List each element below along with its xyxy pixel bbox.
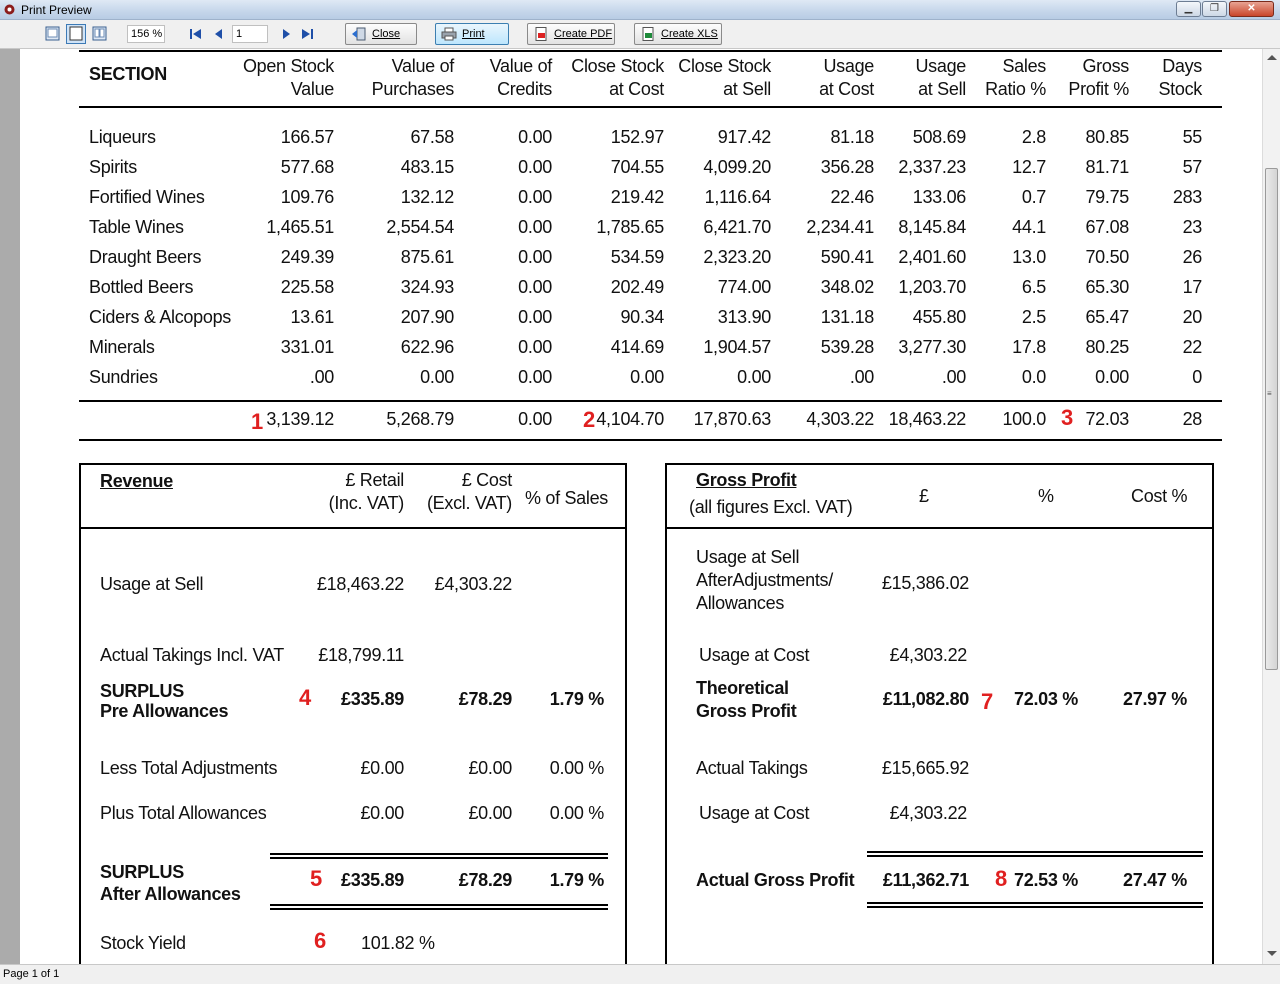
cell-usage-cost: .00 — [849, 367, 874, 387]
surplus-after-retail: £335.89 — [341, 870, 404, 890]
cell-gross-profit: 65.47 — [1085, 307, 1129, 327]
cell-sales-ratio: 17.8 — [1012, 337, 1046, 357]
surplus-pre-pct: 1.79 % — [549, 689, 604, 709]
gp-theoretical-cost-pct: 27.97 % — [1123, 689, 1187, 709]
cell-credits: 0.00 — [518, 307, 552, 327]
surplus-after-rule-bot1 — [270, 904, 608, 906]
total-purchases: 5,268.79 — [386, 409, 454, 429]
header-usage-sell-line1: Usage — [915, 56, 966, 76]
pdf-icon — [533, 27, 549, 41]
cell-open-stock: 249.39 — [280, 247, 334, 267]
cell-close-cost: 152.97 — [610, 127, 664, 147]
header-purchases-line2: Purchases — [371, 79, 454, 99]
minimize-button[interactable] — [1176, 1, 1201, 17]
cell-open-stock: 13.61 — [290, 307, 334, 327]
cell-purchases: 875.61 — [400, 247, 454, 267]
cell-credits: 0.00 — [518, 277, 552, 297]
first-page-icon[interactable] — [187, 26, 204, 42]
rev-usage-sell-label: Usage at Sell — [100, 574, 204, 594]
cell-gross-profit: 81.71 — [1085, 157, 1129, 177]
rev-takings-retail: £18,799.11 — [318, 645, 404, 665]
cell-usage-sell: 2,337.23 — [898, 157, 966, 177]
gp-theoretical-value: £11,082.80 — [882, 689, 969, 709]
title-bar — [0, 0, 1280, 20]
cell-gross-profit: 67.08 — [1085, 217, 1129, 237]
header-close-sell-line2: at Sell — [723, 79, 771, 99]
gp-theoretical-label1: Theoretical — [696, 678, 789, 698]
row-label: Spirits — [89, 157, 137, 177]
cell-sales-ratio: 0.0 — [1021, 367, 1046, 387]
cell-usage-sell: 8,145.84 — [898, 217, 966, 237]
marker-8: 8 — [995, 866, 1008, 891]
row-label: Ciders & Alcopops — [89, 307, 231, 327]
previous-page-icon[interactable] — [210, 26, 227, 42]
totals-bottom-rule — [79, 439, 1222, 441]
vertical-scrollbar[interactable] — [1262, 49, 1280, 964]
total-gross-profit: 72.03 — [1085, 409, 1129, 429]
marker-4: 4 — [299, 685, 312, 710]
header-credits-line2: Credits — [497, 79, 552, 99]
gp-title: Gross Profit — [696, 470, 797, 490]
total-open-stock: 3,139.12 — [266, 409, 334, 429]
restore-button[interactable] — [1202, 1, 1227, 17]
gp-header-rule — [665, 527, 1214, 529]
header-gross-profit-line2: Profit % — [1068, 79, 1129, 99]
header-purchases-line1: Value of — [391, 56, 454, 76]
stock-yield-value: 101.82 % — [361, 933, 435, 953]
gp-cost-pct-col: Cost % — [1131, 486, 1188, 506]
close-icon: ✕ — [1247, 3, 1256, 14]
page-number-input[interactable]: 1 — [232, 25, 268, 43]
create-xls-button-label: Create XLS — [661, 28, 718, 40]
cell-usage-sell: .00 — [941, 367, 966, 387]
cell-purchases: 207.90 — [400, 307, 454, 327]
cell-purchases: 324.93 — [400, 277, 454, 297]
cell-usage-cost: 590.41 — [820, 247, 874, 267]
gp-usage-sell-label3: Allowances — [696, 593, 785, 613]
exit-door-icon — [351, 27, 367, 41]
surplus-pre-label1: SURPLUS — [100, 681, 184, 701]
cell-usage-sell: 1,203.70 — [898, 277, 966, 297]
header-credits-line1: Value of — [489, 56, 552, 76]
cell-open-stock: 166.57 — [280, 127, 334, 147]
cell-close-sell: 774.00 — [717, 277, 771, 297]
total-sales-ratio: 100.0 — [1002, 409, 1046, 429]
cell-open-stock: 577.68 — [280, 157, 334, 177]
scroll-thumb[interactable] — [1265, 168, 1278, 670]
less-adj-cost: £0.00 — [468, 758, 512, 778]
restore-icon: ❐ — [1210, 3, 1219, 14]
row-label: Draught Beers — [89, 247, 202, 267]
row-label: Liqueurs — [89, 127, 156, 147]
cell-usage-cost: 348.02 — [820, 277, 874, 297]
revenue-header-rule — [79, 527, 627, 529]
actual-gp-rule-bot2 — [867, 906, 1203, 908]
header-sales-ratio-line1: Sales — [1002, 56, 1046, 76]
row-label: Bottled Beers — [89, 277, 194, 297]
marker-1: 1 — [251, 409, 264, 434]
total-usage-cost: 4,303.22 — [806, 409, 874, 429]
cell-usage-sell: 3,277.30 — [898, 337, 966, 357]
actual-gp-rule-bot1 — [867, 902, 1203, 904]
marker-2: 2 — [583, 407, 596, 432]
close-button[interactable] — [345, 23, 417, 45]
surplus-pre-label2: Pre Allowances — [100, 701, 229, 721]
row-label: Table Wines — [89, 217, 184, 237]
cost-col-line2: (Excl. VAT) — [426, 493, 512, 513]
surplus-pre-retail: £335.89 — [341, 689, 404, 709]
revenue-title: Revenue — [100, 471, 173, 491]
cell-close-cost: 1,785.65 — [596, 217, 664, 237]
cell-sales-ratio: 44.1 — [1012, 217, 1046, 237]
cell-close-sell: 917.42 — [717, 127, 771, 147]
cost-col-line1: £ Cost — [461, 470, 512, 490]
create-pdf-button-label: Create PDF — [554, 28, 613, 40]
gp-subtitle: (all figures Excl. VAT) — [689, 497, 853, 517]
create-xls-button[interactable] — [634, 23, 722, 45]
marker-6: 6 — [314, 928, 327, 953]
cell-credits: 0.00 — [518, 217, 552, 237]
marker-3: 3 — [1061, 405, 1074, 430]
retail-col-line1: £ Retail — [345, 470, 404, 490]
cell-usage-cost: 2,234.41 — [806, 217, 874, 237]
total-days-stock: 28 — [1182, 409, 1202, 429]
cell-sales-ratio: 13.0 — [1012, 247, 1046, 267]
pct-sales-col: % of Sales — [524, 488, 608, 508]
cell-gross-profit: 80.85 — [1085, 127, 1129, 147]
cell-credits: 0.00 — [518, 157, 552, 177]
cell-close-cost: 202.49 — [610, 277, 664, 297]
cell-sales-ratio: 2.5 — [1021, 307, 1046, 327]
gp-theoretical-label2: Gross Profit — [696, 701, 797, 721]
scroll-down-icon[interactable] — [1267, 951, 1277, 956]
cell-credits: 0.00 — [518, 337, 552, 357]
cell-close-sell: 1,904.57 — [703, 337, 771, 357]
cell-close-sell: 0.00 — [737, 367, 771, 387]
cell-days-stock: 283 — [1172, 187, 1202, 207]
minimize-icon: ▁ — [1184, 3, 1193, 14]
cell-open-stock: 331.01 — [280, 337, 334, 357]
cell-close-cost: 90.34 — [620, 307, 664, 327]
printer-icon — [441, 27, 457, 41]
total-credits: 0.00 — [518, 409, 552, 429]
cell-purchases: 67.58 — [410, 127, 454, 147]
header-close-sell-line1: Close Stock — [678, 56, 771, 76]
cell-gross-profit: 80.25 — [1085, 337, 1129, 357]
cell-open-stock: 225.58 — [280, 277, 334, 297]
total-usage-sell: 18,463.22 — [888, 409, 966, 429]
cell-usage-cost: 356.28 — [820, 157, 874, 177]
cell-open-stock: .00 — [309, 367, 334, 387]
gp-usage-cost2-label: Usage at Cost — [699, 803, 810, 823]
gp-usage-sell-value: £15,386.02 — [881, 573, 969, 593]
cell-close-cost: 534.59 — [610, 247, 664, 267]
header-close-cost-line2: at Cost — [609, 79, 664, 99]
scroll-up-icon[interactable] — [1267, 55, 1277, 60]
marker-5: 5 — [310, 866, 323, 891]
header-open-stock-line1: Open Stock — [242, 56, 334, 76]
stock-yield-label: Stock Yield — [100, 933, 186, 953]
rev-usage-sell-retail: £18,463.22 — [316, 574, 404, 594]
table-top-rule — [79, 50, 1222, 52]
cell-usage-sell: 455.80 — [912, 307, 966, 327]
cell-days-stock: 55 — [1182, 127, 1202, 147]
header-open-stock-line2: Value — [290, 79, 334, 99]
row-label: Fortified Wines — [89, 187, 205, 207]
header-rule — [79, 106, 1222, 108]
cell-days-stock: 26 — [1182, 247, 1202, 267]
cell-close-sell: 4,099.20 — [703, 157, 771, 177]
cell-close-sell: 6,421.70 — [703, 217, 771, 237]
cell-gross-profit: 0.00 — [1095, 367, 1129, 387]
gp-takings-value: £15,665.92 — [881, 758, 969, 778]
header-close-cost-line1: Close Stock — [571, 56, 664, 76]
cell-sales-ratio: 2.8 — [1021, 127, 1046, 147]
header-sales-ratio-line2: Ratio % — [985, 79, 1046, 99]
less-adj-label: Less Total Adjustments — [100, 758, 278, 778]
gp-gbp-col: £ — [919, 486, 929, 506]
surplus-after-rule-bot2 — [270, 908, 608, 910]
cell-credits: 0.00 — [518, 187, 552, 207]
retail-col-line2: (Inc. VAT) — [328, 493, 404, 513]
surplus-after-cost: £78.29 — [458, 870, 512, 890]
rev-takings-label: Actual Takings Incl. VAT — [100, 645, 284, 665]
cell-usage-sell: 133.06 — [912, 187, 966, 207]
cell-usage-sell: 508.69 — [912, 127, 966, 147]
print-button-label: Print — [462, 28, 485, 40]
plus-allow-pct: 0.00 % — [549, 803, 604, 823]
last-page-icon[interactable] — [299, 26, 316, 42]
toolbar — [0, 20, 1280, 49]
cell-credits: 0.00 — [518, 247, 552, 267]
gp-takings-label: Actual Takings — [696, 758, 808, 778]
surplus-after-label2: After Allowances — [100, 884, 241, 904]
page-status: Page 1 of 1 — [3, 968, 60, 980]
cell-purchases: 0.00 — [420, 367, 454, 387]
gp-usage-sell-label1: Usage at Sell — [696, 547, 800, 567]
header-days-stock-line2: Stock — [1158, 79, 1202, 99]
cell-close-cost: 219.42 — [610, 187, 664, 207]
header-gross-profit-line1: Gross — [1082, 56, 1129, 76]
actual-gp-rule-top2 — [867, 855, 1203, 857]
actual-gp-rule-top1 — [867, 851, 1203, 853]
gp-pct-col: % — [1038, 486, 1054, 506]
window-title: Print Preview — [21, 3, 92, 17]
total-close-sell: 17,870.63 — [693, 409, 771, 429]
gp-actual-value: £11,362.71 — [882, 870, 969, 890]
header-section-line1: SECTION — [89, 64, 167, 84]
cell-days-stock: 17 — [1182, 277, 1202, 297]
cell-close-sell: 2,323.20 — [703, 247, 771, 267]
row-label: Sundries — [89, 367, 158, 387]
gp-theoretical-pct: 72.03 % — [1014, 689, 1078, 709]
plus-allow-cost: £0.00 — [468, 803, 512, 823]
plus-allow-retail: £0.00 — [360, 803, 404, 823]
surplus-after-pct: 1.79 % — [549, 870, 604, 890]
cell-close-sell: 313.90 — [717, 307, 771, 327]
cell-days-stock: 22 — [1182, 337, 1202, 357]
create-pdf-button[interactable] — [527, 23, 615, 45]
cell-days-stock: 57 — [1182, 157, 1202, 177]
multi-page-view-icon[interactable] — [91, 26, 108, 42]
cell-gross-profit: 79.75 — [1085, 187, 1129, 207]
cell-purchases: 132.12 — [400, 187, 454, 207]
cell-close-cost: 414.69 — [610, 337, 664, 357]
header-usage-cost-line1: Usage — [823, 56, 874, 76]
cell-open-stock: 109.76 — [280, 187, 334, 207]
cell-usage-sell: 2,401.60 — [898, 247, 966, 267]
cell-usage-cost: 81.18 — [830, 127, 874, 147]
next-page-icon[interactable] — [278, 26, 295, 42]
totals-top-rule — [79, 400, 1222, 402]
status-bar — [0, 964, 1280, 984]
gp-actual-cost-pct: 27.47 % — [1123, 870, 1187, 890]
cell-open-stock: 1,465.51 — [266, 217, 334, 237]
cell-close-cost: 0.00 — [630, 367, 664, 387]
close-button-label: Close — [372, 28, 401, 40]
cell-credits: 0.00 — [518, 367, 552, 387]
cell-close-sell: 1,116.64 — [704, 187, 771, 207]
cell-usage-cost: 539.28 — [820, 337, 874, 357]
surplus-after-label1: SURPLUS — [100, 862, 184, 882]
gp-usage-cost2-value: £4,303.22 — [889, 803, 967, 823]
cell-purchases: 2,554.54 — [386, 217, 454, 237]
header-days-stock-line1: Days — [1162, 56, 1202, 76]
zoom-input[interactable]: 156 % — [127, 25, 165, 43]
row-label: Minerals — [89, 337, 155, 357]
cell-days-stock: 20 — [1182, 307, 1202, 327]
less-adj-retail: £0.00 — [360, 758, 404, 778]
cell-credits: 0.00 — [518, 127, 552, 147]
gp-actual-label: Actual Gross Profit — [696, 870, 855, 890]
rev-usage-sell-cost: £4,303.22 — [434, 574, 512, 594]
cell-close-cost: 704.55 — [610, 157, 664, 177]
cell-sales-ratio: 6.5 — [1021, 277, 1046, 297]
total-close-cost: 4,104.70 — [596, 409, 664, 429]
scroll-grip-icon: ≡ — [1267, 389, 1272, 398]
close-window-button[interactable] — [1229, 1, 1274, 17]
app-icon — [3, 3, 16, 16]
cell-days-stock: 0 — [1192, 367, 1202, 387]
marker-7: 7 — [981, 689, 994, 714]
gp-usage-cost1-label: Usage at Cost — [699, 645, 810, 665]
cell-usage-cost: 131.18 — [820, 307, 874, 327]
two-page-view-icon[interactable] — [66, 24, 86, 44]
surplus-after-rule-top1 — [270, 853, 608, 855]
report-page — [20, 49, 1262, 964]
header-usage-cost-line2: at Cost — [819, 79, 874, 99]
cell-sales-ratio: 0.7 — [1021, 187, 1046, 207]
cell-purchases: 483.15 — [400, 157, 454, 177]
gp-usage-sell-label2: AfterAdjustments/ — [696, 570, 833, 590]
less-adj-pct: 0.00 % — [549, 758, 604, 778]
gp-usage-cost1-value: £4,303.22 — [889, 645, 967, 665]
print-button[interactable] — [435, 23, 509, 45]
cell-sales-ratio: 12.7 — [1012, 157, 1046, 177]
cell-days-stock: 23 — [1182, 217, 1202, 237]
cell-purchases: 622.96 — [400, 337, 454, 357]
excel-icon — [640, 27, 656, 41]
gp-actual-pct: 72.53 % — [1014, 870, 1078, 890]
plus-allow-label: Plus Total Allowances — [100, 803, 267, 823]
header-usage-sell-line2: at Sell — [918, 79, 966, 99]
cell-gross-profit: 70.50 — [1085, 247, 1129, 267]
single-page-view-icon[interactable] — [44, 26, 61, 42]
surplus-pre-cost: £78.29 — [458, 689, 512, 709]
cell-gross-profit: 65.30 — [1085, 277, 1129, 297]
surplus-after-rule-top2 — [270, 857, 608, 859]
cell-usage-cost: 22.46 — [830, 187, 874, 207]
